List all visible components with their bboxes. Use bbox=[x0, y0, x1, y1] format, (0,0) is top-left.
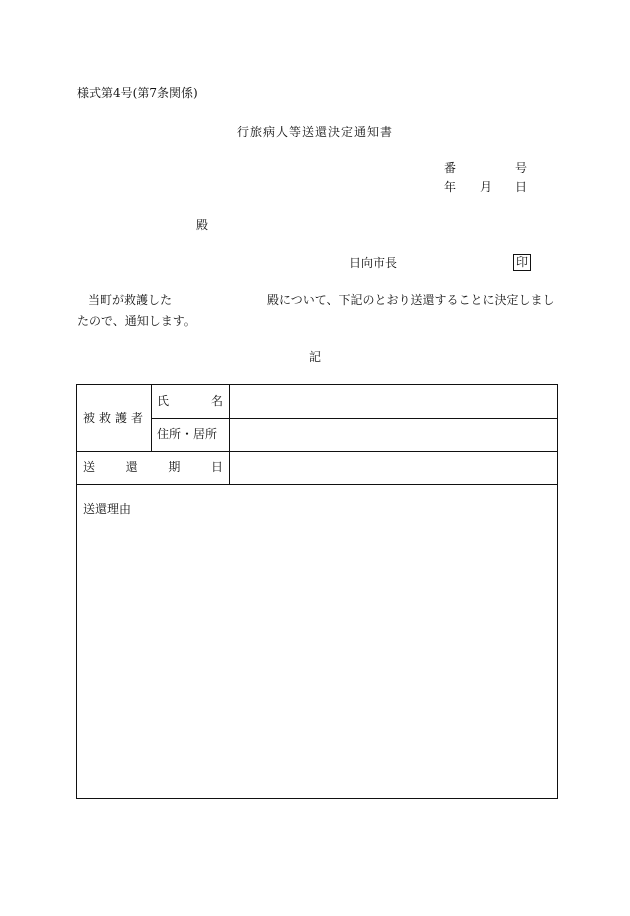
row-divider-date bbox=[77, 484, 557, 485]
ki-heading: 記 bbox=[308, 350, 321, 364]
document-title: 行旅病人等送還決定通知書 bbox=[236, 125, 393, 139]
date-month-label: 月 bbox=[480, 180, 493, 194]
form-number-label: 様式第4号(第7条関係) bbox=[77, 86, 198, 100]
date-day-label: 日 bbox=[515, 180, 528, 194]
seal-mark: 印 bbox=[513, 254, 531, 271]
address-value-field[interactable] bbox=[230, 419, 557, 451]
address-label: 住所・居所 bbox=[157, 427, 218, 441]
reason-label: 送還理由 bbox=[83, 502, 132, 516]
issuer-name: 日向市長 bbox=[349, 256, 398, 270]
body-text-line1-end: 殿について、下記のとおり送還することに決定しまし bbox=[267, 293, 555, 307]
rescued-person-label: 被救護者 bbox=[83, 411, 148, 425]
return-date-label: 送 還 期 日 bbox=[83, 460, 223, 474]
addressee-suffix: 殿 bbox=[196, 218, 209, 232]
body-text-line2: たので、通知します。 bbox=[77, 314, 196, 328]
return-date-value-field[interactable] bbox=[230, 452, 557, 484]
details-table bbox=[76, 384, 558, 799]
name-label: 氏 名 bbox=[157, 394, 223, 408]
col-divider-rescued bbox=[151, 385, 152, 451]
number-suffix: 号 bbox=[515, 161, 528, 175]
name-value-field[interactable] bbox=[230, 385, 557, 418]
date-year-label: 年 bbox=[444, 180, 457, 194]
number-label: 番 bbox=[444, 161, 457, 175]
body-text-line1-start: 当町が救護した bbox=[88, 293, 173, 307]
reason-value-area[interactable] bbox=[77, 521, 557, 798]
